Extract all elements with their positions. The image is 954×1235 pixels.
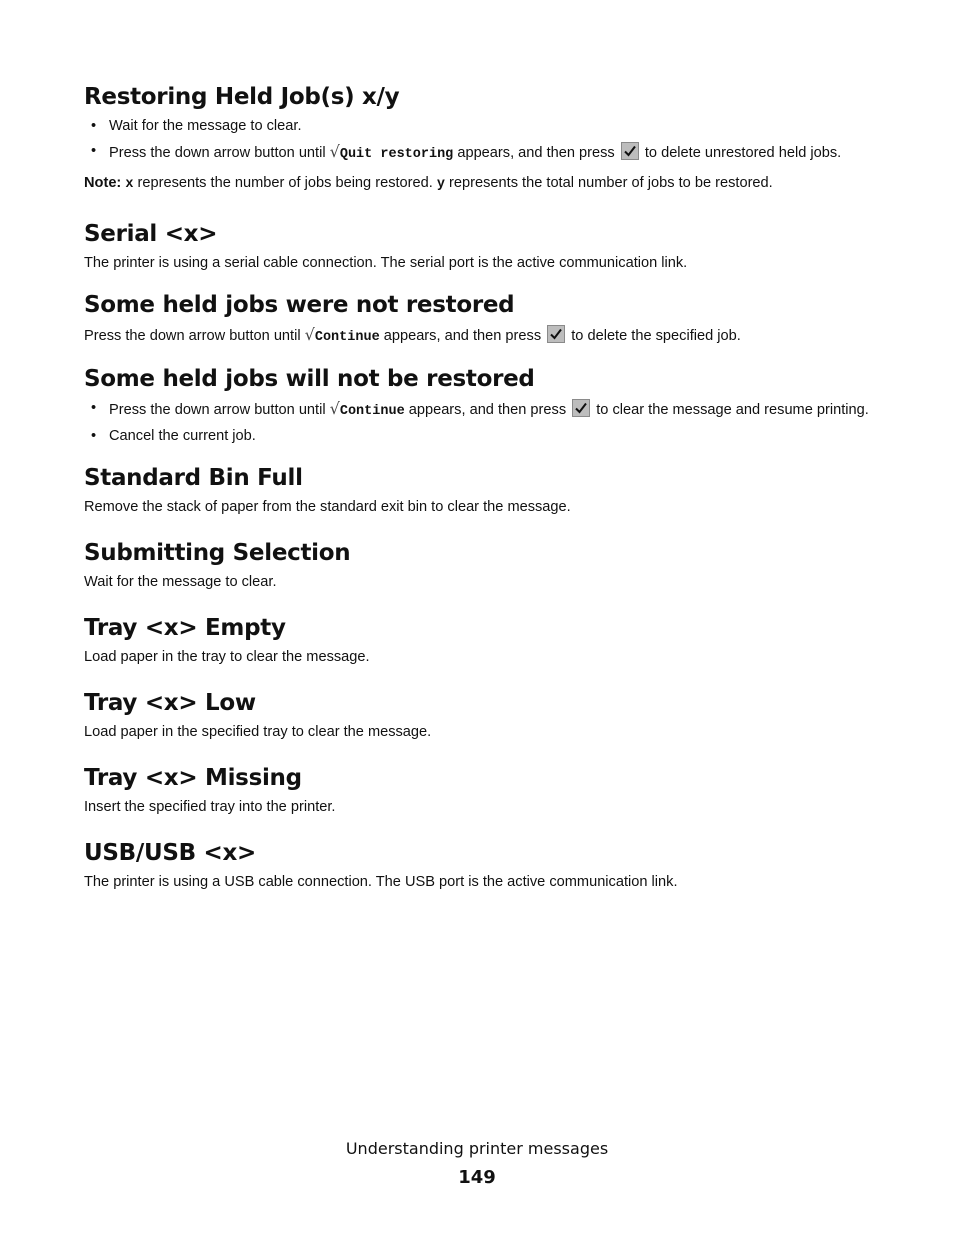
footer-page-number: 149 xyxy=(458,1167,496,1188)
section-heading: Submitting Selection xyxy=(84,540,351,566)
variable-x: x xyxy=(125,177,134,192)
body-text: appears, and then press xyxy=(379,328,546,344)
section-submitting-selection xyxy=(84,538,884,593)
list-item-text: to clear the message and resume printing. xyxy=(592,402,869,418)
note-text: represents the number of jobs being restored. xyxy=(133,175,437,191)
list-item-text: appears, and then press xyxy=(453,145,619,161)
list-item xyxy=(84,398,884,422)
section-body: Load paper in the specified tray to clear the message. xyxy=(84,724,432,740)
section-body: The printer is using a USB cable connection. The USB port is the active communication link. xyxy=(84,874,678,890)
section-held-jobs-will-not-restore xyxy=(84,364,884,447)
body-text: Press the down arrow button until xyxy=(84,328,305,344)
variable-y: y xyxy=(436,177,445,192)
section-tray-empty xyxy=(84,613,884,668)
note-paragraph xyxy=(84,173,884,195)
section-heading: USB/USB <x> xyxy=(84,840,257,866)
section-body: Load paper in the tray to clear the message. xyxy=(84,649,370,665)
section-heading: Tray <x> Low xyxy=(84,690,256,716)
note-text: represents the total number of jobs to be restored. xyxy=(444,175,773,191)
section-tray-low xyxy=(84,688,884,743)
bullet-list xyxy=(84,116,884,165)
bullet-mark: • xyxy=(91,143,97,159)
section-body xyxy=(84,324,884,348)
footer-chapter-title: Understanding printer messages xyxy=(345,1139,609,1158)
bullet-list xyxy=(84,398,884,447)
list-item xyxy=(84,141,884,165)
section-heading: Some held jobs will not be restored xyxy=(84,366,535,392)
section-serial xyxy=(84,219,884,274)
section-body: The printer is using a serial cable connection. The serial port is the active communication link. xyxy=(84,255,688,271)
section-restoring-held-jobs xyxy=(84,82,884,195)
section-body: Insert the specified tray into the printer. xyxy=(84,799,336,815)
list-item-text: Cancel the current job. xyxy=(109,428,256,444)
list-item-text: Press the down arrow button until xyxy=(109,145,330,161)
sqrt-mark: √ xyxy=(304,325,315,344)
section-body: Remove the stack of paper from the standard exit bin to clear the message. xyxy=(84,499,571,515)
note-label: Note: xyxy=(84,175,122,191)
list-item xyxy=(84,426,884,447)
body-text: to delete the specified job. xyxy=(567,328,741,344)
list-item-text: Press the down arrow button until xyxy=(109,402,330,418)
bullet-mark: • xyxy=(91,400,97,416)
section-body: Wait for the message to clear. xyxy=(84,574,277,590)
section-usb xyxy=(84,838,884,893)
display-message-code: Continue xyxy=(339,404,405,419)
sqrt-mark: √ xyxy=(329,142,340,161)
check-button-icon xyxy=(572,399,590,417)
section-heading: Restoring Held Job(s) x/y xyxy=(84,84,400,110)
list-item-text: to delete unrestored held jobs. xyxy=(640,145,842,161)
section-heading: Serial <x> xyxy=(84,221,218,247)
bullet-mark: • xyxy=(91,428,97,444)
section-heading: Standard Bin Full xyxy=(84,465,303,491)
section-held-jobs-not-restored xyxy=(84,290,884,348)
page-content xyxy=(84,82,884,909)
list-item xyxy=(84,116,884,137)
section-heading: Tray <x> Missing xyxy=(84,765,302,791)
list-item-text: appears, and then press xyxy=(404,402,571,418)
bullet-mark: • xyxy=(91,118,97,134)
check-button-icon xyxy=(547,325,565,343)
section-tray-missing xyxy=(84,763,884,818)
display-message-code: Quit restoring xyxy=(339,147,454,162)
section-standard-bin-full xyxy=(84,463,884,518)
display-message-code: Continue xyxy=(314,330,380,345)
sqrt-mark: √ xyxy=(329,399,340,418)
section-heading: Some held jobs were not restored xyxy=(84,292,515,318)
section-heading: Tray <x> Empty xyxy=(84,615,286,641)
list-item-text: Wait for the message to clear. xyxy=(109,118,302,134)
check-button-icon xyxy=(621,142,639,160)
